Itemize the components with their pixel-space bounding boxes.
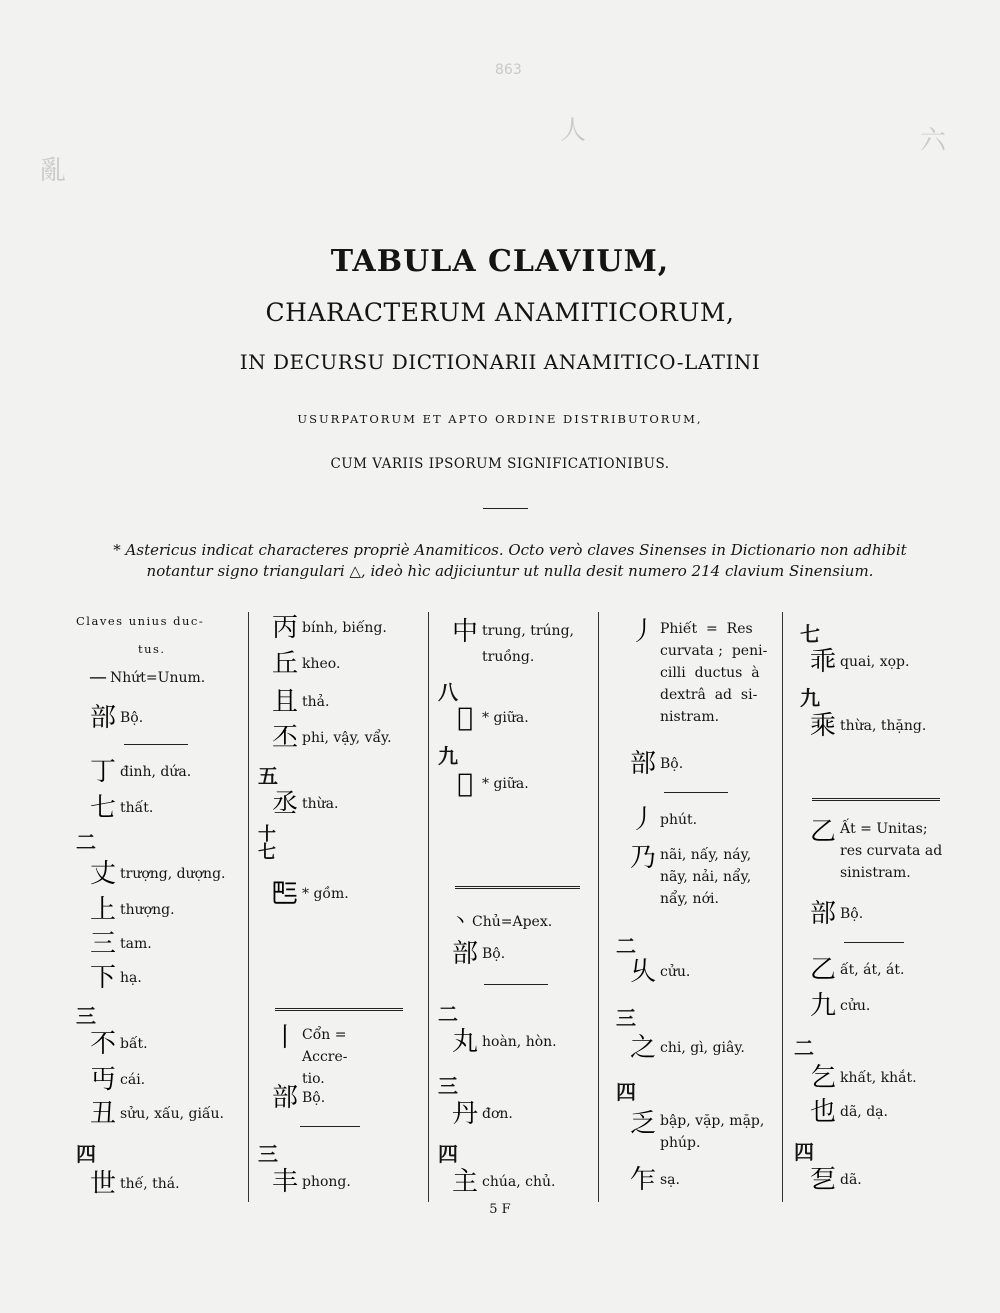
key-entry	[86, 664, 205, 692]
column-separator	[598, 612, 599, 1202]
title-line-5: CUM VARIIS IPSORUM SIGNIFICATIONIBUS.	[330, 456, 670, 472]
stroke-count: 九	[438, 744, 458, 768]
note-line-2: notantur signo triangulari △, ideò hìc adjiciuntur ut nulla desit numero 214 clavium Sinensium.	[146, 562, 874, 580]
glyph: 丕	[271, 723, 298, 753]
list-item	[86, 896, 175, 924]
show-through-glyph: 六	[920, 126, 947, 156]
stroke-count: 二	[438, 1002, 458, 1026]
reading-line-2: nãy, nải, nẩy,	[660, 869, 752, 885]
list-item	[86, 860, 225, 888]
reading: thừa, thặng.	[840, 718, 927, 734]
list-item	[86, 1100, 224, 1128]
list-item	[626, 844, 751, 910]
glyph: 丸	[451, 1027, 478, 1057]
stroke-count: 二	[616, 934, 636, 958]
key-line-3: cilli ductus à	[660, 665, 760, 681]
key-description	[302, 1024, 392, 1090]
glyph: 部	[89, 703, 116, 733]
list-item	[626, 958, 690, 986]
glyph: 丞	[271, 789, 298, 819]
glyph: 三	[89, 929, 116, 959]
title-line-4: USURPATORUM ET APTO ORDINE DISTRIBUTORUM,	[297, 412, 703, 426]
stroke-count: 三	[616, 1006, 636, 1030]
glyph: 丿	[629, 805, 656, 835]
asterisk-note	[70, 540, 950, 582]
list-item	[806, 1098, 888, 1126]
stroke-count: 十七	[258, 824, 276, 863]
reading: Bộ.	[660, 756, 684, 772]
section-rule	[275, 1008, 403, 1013]
title-divider	[483, 508, 528, 509]
glyph: 七	[89, 793, 116, 823]
list-item	[268, 688, 329, 716]
reading: thả.	[302, 694, 330, 710]
reading: chi, gì, giây.	[660, 1040, 745, 1056]
glyph: 乙	[809, 955, 836, 985]
glyph: 乏	[629, 1109, 656, 1139]
list-item	[448, 1168, 555, 1196]
key-entry	[268, 1024, 392, 1090]
note-line-1: * Astericus indicat characteres propriè Anamiticos. Octo verò claves Sinenses in Dictionario non adhibit	[113, 541, 907, 559]
reading-line-2: truồng.	[482, 649, 535, 665]
list-item	[806, 1064, 917, 1092]
reading: tam.	[120, 936, 152, 952]
entry-rule	[664, 792, 728, 793]
glyph: 上	[89, 895, 116, 925]
reading	[660, 844, 751, 910]
reading-line-1: bập, vặp, mặp,	[660, 1113, 765, 1129]
key-entry	[806, 818, 942, 884]
bo-entry	[448, 940, 505, 968]
section-rule	[812, 798, 940, 803]
reading	[660, 1110, 764, 1154]
stroke-count: 七	[800, 622, 820, 646]
glyph: 丨	[271, 1023, 298, 1053]
glyph: 乭	[809, 1165, 836, 1195]
entry-rule	[844, 942, 904, 943]
list-item	[448, 1100, 513, 1128]
reading: * giữa.	[482, 710, 529, 726]
glyph: 且	[271, 687, 298, 717]
key-line-2: res curvata ad	[840, 843, 943, 859]
col1-header-cont: tus.	[138, 642, 166, 656]
glyph: 丘	[271, 649, 298, 679]
glyph: 丰	[271, 1167, 298, 1197]
stroke-count: 四	[794, 1140, 814, 1164]
list-item	[86, 1170, 180, 1198]
reading: phong.	[302, 1174, 351, 1190]
glyph: 丁	[89, 757, 116, 787]
glyph: 下	[89, 963, 116, 993]
reading	[482, 618, 594, 670]
list-item	[626, 1110, 764, 1154]
glyph: —	[89, 667, 107, 688]
column-separator	[428, 612, 429, 1202]
list-item	[806, 648, 909, 676]
show-through-page-number: 863	[495, 62, 522, 78]
glyph: 部	[629, 749, 656, 779]
list-item	[626, 806, 697, 834]
stroke-count: 三	[76, 1004, 96, 1028]
stroke-count: 五	[258, 764, 278, 788]
bo-entry	[268, 1084, 325, 1112]
key-line-1: Phiết = Res	[660, 621, 753, 637]
list-item	[626, 1166, 680, 1194]
glyph: 丶	[451, 911, 469, 932]
list-item	[268, 650, 340, 678]
glyph: 丿	[629, 617, 656, 647]
list-item	[448, 770, 529, 798]
key-entry	[626, 618, 767, 728]
reading-line-1: trung, trúng,	[482, 623, 574, 639]
list-item	[806, 992, 870, 1020]
glyph: 世	[89, 1169, 116, 1199]
list-item	[86, 1030, 148, 1058]
glyph: 𠁵	[457, 769, 473, 799]
list-item	[268, 790, 338, 818]
glyph: 部	[809, 899, 836, 929]
list-item	[86, 930, 152, 958]
key-line-3: sinistram.	[840, 865, 911, 881]
key-line-1: Cổn = Accre-	[302, 1027, 348, 1065]
list-item	[268, 880, 349, 908]
reading: cửu.	[660, 964, 691, 980]
glyph: 部	[451, 939, 478, 969]
col1-header: Claves unius duc-	[76, 614, 205, 628]
reading-line-2: phúp.	[660, 1135, 701, 1151]
entry-rule	[484, 984, 548, 985]
reading: dã, dạ.	[840, 1104, 888, 1120]
glyph: 乆	[629, 957, 656, 987]
column-separator	[248, 612, 249, 1202]
glyph: 丈	[89, 859, 116, 889]
reading: phi, vậy, vẩy.	[302, 730, 392, 746]
stroke-count: 四	[438, 1142, 458, 1166]
glyph: 主	[451, 1167, 478, 1197]
reading: hoàn, hòn.	[482, 1034, 557, 1050]
reading: sửu, xấu, giấu.	[120, 1106, 224, 1122]
reading: * giữa.	[482, 776, 529, 792]
key-line-4: dextrâ ad si-	[660, 687, 758, 703]
reading: Bộ.	[302, 1090, 326, 1106]
glyph: 丏	[89, 1065, 116, 1095]
glyph: 乖	[809, 647, 836, 677]
list-item	[268, 724, 392, 752]
list-item	[806, 956, 904, 984]
glyph: 乍	[629, 1165, 656, 1195]
list-item	[86, 1066, 145, 1094]
bo-entry	[86, 704, 143, 732]
bo-entry	[626, 750, 683, 778]
list-item	[806, 1166, 862, 1194]
list-item	[806, 712, 926, 740]
list-item	[86, 758, 191, 786]
reading: cái.	[120, 1072, 146, 1088]
glyph: 丙	[271, 613, 298, 643]
glyph: 部	[271, 1083, 298, 1113]
glyph: 中	[451, 617, 478, 647]
list-item	[86, 794, 153, 822]
reading: thế, thá.	[120, 1176, 180, 1192]
show-through-glyph: 亂	[40, 156, 67, 186]
reading: phút.	[660, 812, 698, 828]
key-line-2: curvata ; peni-	[660, 643, 768, 659]
stroke-count: 四	[616, 1080, 636, 1104]
reading: cửu.	[840, 998, 871, 1014]
reading: thượng.	[120, 902, 175, 918]
reading: đơn.	[482, 1106, 513, 1122]
section-rule	[455, 886, 580, 891]
reading: hạ.	[120, 970, 142, 986]
reading: ất, át, át.	[840, 962, 905, 978]
reading-line-3: nẩy, nới.	[660, 891, 719, 907]
glyph: 乙	[809, 817, 836, 847]
reading: Bộ.	[120, 710, 144, 726]
glyph: 丑	[89, 1099, 116, 1129]
reading: thất.	[120, 800, 154, 816]
reading: kheo.	[302, 656, 341, 672]
stroke-count: 二	[794, 1036, 814, 1060]
key-line-2: tio.	[302, 1071, 325, 1087]
title-line-1: TABULA CLAVIUM,	[330, 244, 670, 279]
glyph: 𠀧	[271, 879, 298, 909]
title-line-3: IN DECURSU DICTIONARII ANAMITICO-LATINI	[239, 350, 761, 374]
reading: Nhứt=Unum.	[110, 670, 206, 686]
stroke-count: 二	[76, 830, 96, 854]
entry-rule	[300, 1126, 360, 1127]
list-item	[626, 1034, 745, 1062]
stroke-count: 八	[438, 680, 458, 704]
key-description	[660, 618, 767, 728]
stroke-count: 三	[438, 1074, 458, 1098]
list-item	[448, 704, 529, 732]
reading-line-1: nãi, nấy, náy,	[660, 847, 752, 863]
glyph: 乘	[809, 711, 836, 741]
reading: quai, xọp.	[840, 654, 910, 670]
glyph: 丹	[451, 1099, 478, 1129]
list-item	[268, 614, 387, 642]
key-entry	[448, 908, 552, 936]
stroke-count: 三	[258, 1142, 278, 1166]
reading: Bộ.	[840, 906, 864, 922]
reading: khất, khắt.	[840, 1070, 917, 1086]
list-item	[268, 1168, 351, 1196]
glyph: 乃	[629, 843, 656, 873]
reading: đinh, dứa.	[120, 764, 192, 780]
reading: trượng, dượng.	[120, 866, 226, 882]
stroke-count: 九	[800, 686, 820, 710]
glyph: 九	[809, 991, 836, 1021]
key-line-5: nistram.	[660, 709, 720, 725]
stroke-count: 四	[76, 1142, 96, 1166]
glyph: 乞	[809, 1063, 836, 1093]
show-through-glyph: 人	[560, 116, 587, 146]
entry-rule	[124, 744, 188, 745]
reading: bính, biếng.	[302, 620, 387, 636]
key-description	[840, 818, 942, 884]
reading: Chủ=Apex.	[472, 914, 553, 930]
column-separator	[782, 612, 783, 1202]
title-line-2: CHARACTERUM ANAMITICORUM,	[265, 298, 735, 327]
reading: Bộ.	[482, 946, 506, 962]
reading: * gồm.	[302, 886, 349, 902]
reading: sạ.	[660, 1172, 680, 1188]
list-item	[86, 964, 142, 992]
list-item	[448, 618, 594, 670]
bo-entry	[806, 900, 863, 928]
reading: chúa, chủ.	[482, 1174, 556, 1190]
reading: thừa.	[302, 796, 339, 812]
reading: bất.	[120, 1036, 148, 1052]
list-item	[448, 1028, 557, 1056]
signature-mark: 5 F	[489, 1202, 511, 1217]
key-line-1: Ất = Unitas;	[840, 821, 928, 837]
glyph: 也	[809, 1097, 836, 1127]
glyph: 之	[629, 1033, 656, 1063]
glyph: 不	[89, 1029, 116, 1059]
reading: dã.	[840, 1172, 862, 1188]
glyph: 𠁵	[457, 703, 473, 733]
